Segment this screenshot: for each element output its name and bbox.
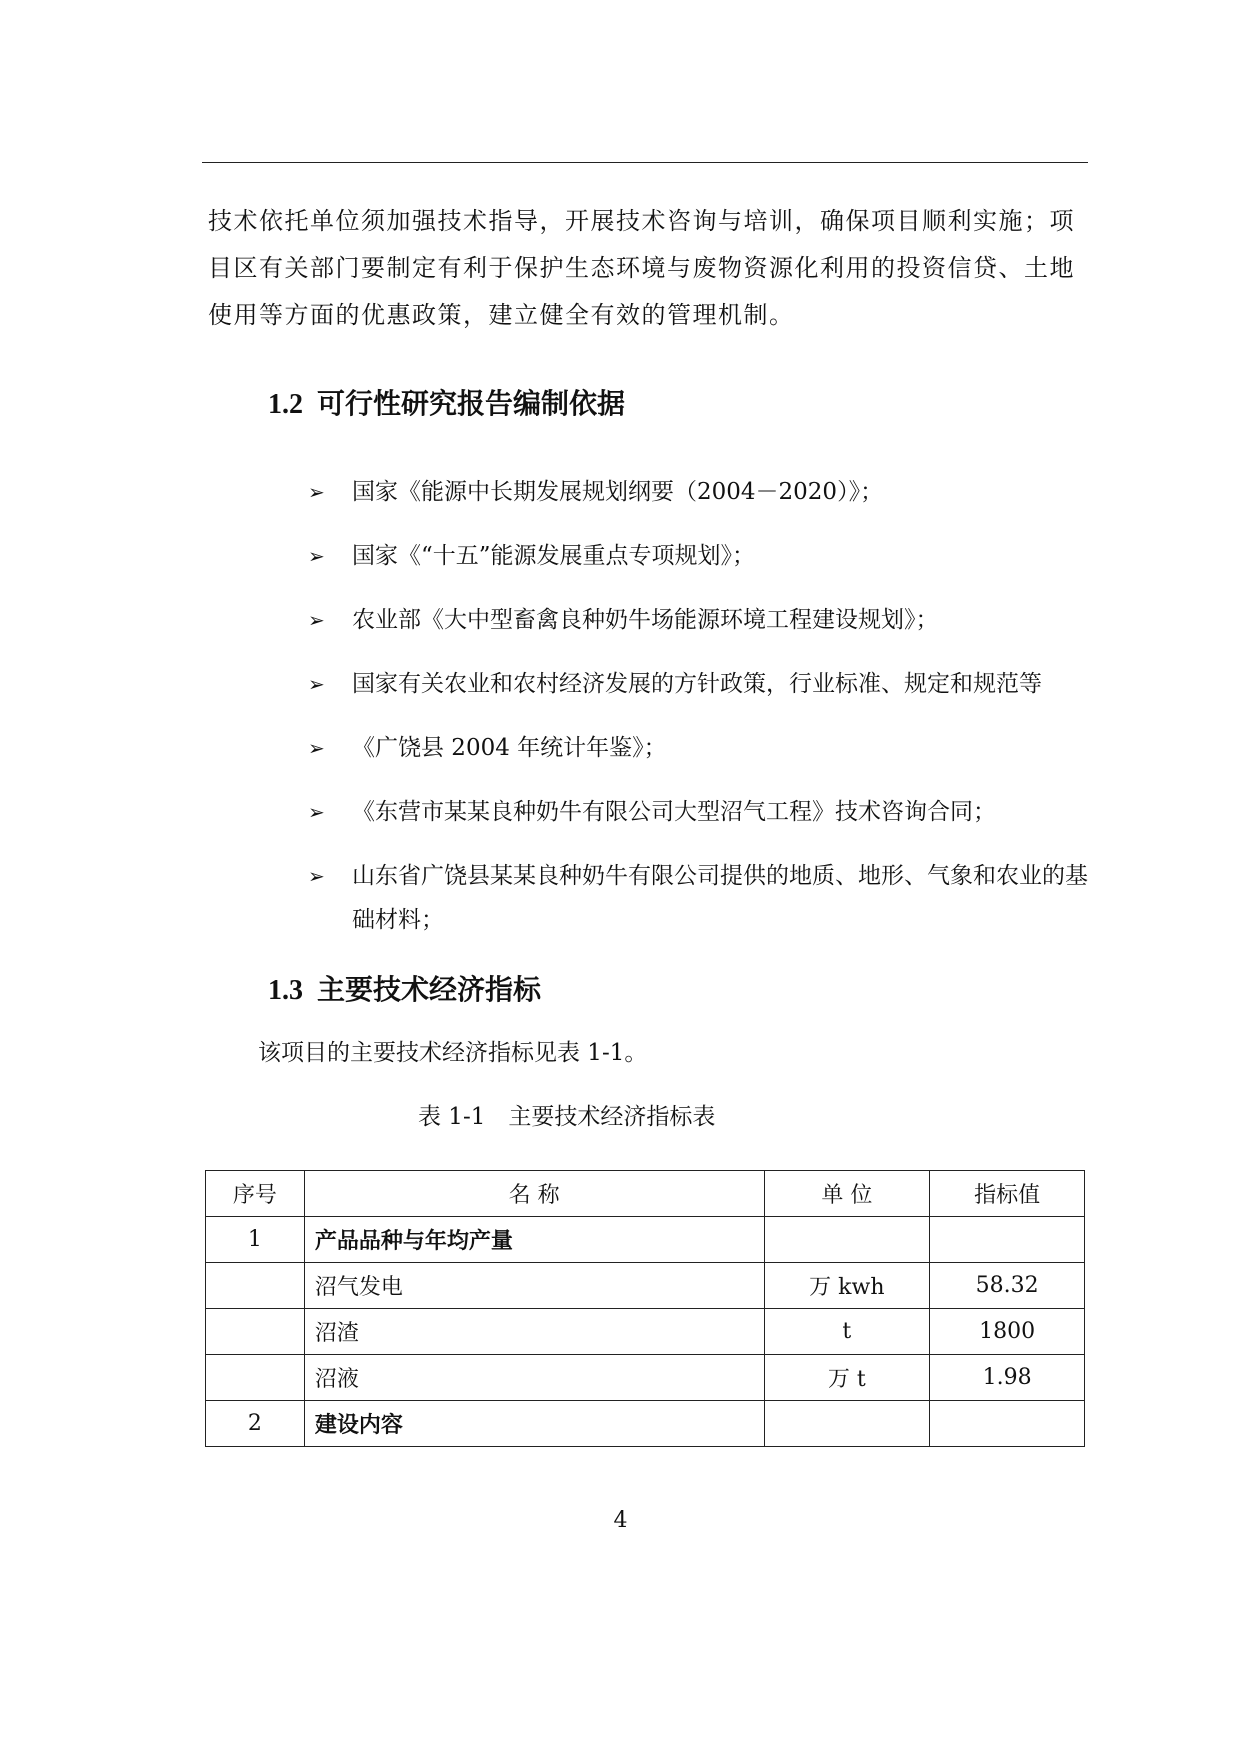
- list-item-text: 山东省广饶县某某良种奶牛有限公司提供的地质、地形、气象和农业的基础材料；: [352, 863, 1088, 933]
- table-row: [206, 1309, 1085, 1355]
- list-item-text: 国家有关农业和农村经济发展的方针政策，行业标准、规定和规范等: [352, 671, 1042, 697]
- list-item: [308, 726, 1088, 770]
- body-paragraph: 技术依托单位须加强技术指导，开展技术咨询与培训，确保项目顺利实施；项目区有关部门要制定有利于保护生态环境与废物资源化利用的投资信贷、土地使用等方面的优惠政策，建立健全有效的管理机制。: [208, 207, 1075, 329]
- cell-name: 建设内容: [304, 1401, 764, 1447]
- table-row: [206, 1263, 1085, 1309]
- cell-no: [206, 1263, 305, 1309]
- list-item: [308, 854, 1088, 942]
- cell-value: 1.98: [930, 1355, 1085, 1401]
- table-caption-text: 表 1-1 主要技术经济指标表: [418, 1104, 716, 1130]
- cell-unit: [764, 1401, 930, 1447]
- section-heading-1-2: [268, 382, 625, 422]
- cell-value: 58.32: [930, 1263, 1085, 1309]
- section-title: 主要技术经济指标: [317, 973, 542, 1006]
- cell-value: [930, 1217, 1085, 1263]
- list-item-text: 国家《“十五”能源发展重点专项规划》；: [352, 543, 756, 569]
- list-item-text: 《东营市某某良种奶牛有限公司大型沼气工程》技术咨询合同；: [352, 799, 996, 825]
- section-heading-1-3: [268, 968, 541, 1008]
- list-item-text: 国家《能源中长期发展规划纲要（2004－2020）》；: [352, 479, 884, 505]
- list-item: [308, 598, 1088, 642]
- arrow-bullet-icon: ➢: [308, 864, 325, 888]
- list-item: [308, 790, 1088, 834]
- cell-no: [206, 1355, 305, 1401]
- cell-name: 沼气发电: [304, 1263, 764, 1309]
- list-item: [308, 470, 1088, 514]
- list-item: [308, 534, 1088, 578]
- list-item-text: 农业部《大中型畜禽良种奶牛场能源环境工程建设规划》；: [352, 607, 939, 633]
- header-rule: [202, 162, 1088, 163]
- cell-unit: 万 kwh: [764, 1263, 930, 1309]
- cell-name: 沼渣: [304, 1309, 764, 1355]
- cell-value: 1800: [930, 1309, 1085, 1355]
- column-header-unit: 单 位: [764, 1171, 930, 1217]
- arrow-bullet-icon: ➢: [308, 672, 325, 696]
- cell-name: 沼液: [304, 1355, 764, 1401]
- arrow-bullet-icon: ➢: [308, 480, 325, 504]
- list-item: [308, 662, 1088, 706]
- cell-name: 产品品种与年均产量: [304, 1217, 764, 1263]
- cell-no: [206, 1309, 305, 1355]
- arrow-bullet-icon: ➢: [308, 800, 325, 824]
- cell-unit: t: [764, 1309, 930, 1355]
- table-intro: 该项目的主要技术经济指标见表 1-1。: [258, 1040, 648, 1066]
- reference-list: [308, 470, 1088, 962]
- cell-unit: 万 t: [764, 1355, 930, 1401]
- arrow-bullet-icon: ➢: [308, 608, 325, 632]
- cell-no: 2: [206, 1401, 305, 1447]
- metrics-table: [205, 1170, 1085, 1447]
- table-row: [206, 1401, 1085, 1447]
- column-header-no: 序号: [206, 1171, 305, 1217]
- table-row: [206, 1355, 1085, 1401]
- cell-no: 1: [206, 1217, 305, 1263]
- section-number: 1.3: [268, 975, 303, 1006]
- arrow-bullet-icon: ➢: [308, 736, 325, 760]
- list-item-text: 《广饶县 2004 年统计年鉴》；: [352, 735, 667, 761]
- cell-value: [930, 1401, 1085, 1447]
- column-header-value: 指标值: [930, 1171, 1085, 1217]
- page-number: 4: [613, 1508, 628, 1533]
- arrow-bullet-icon: ➢: [308, 544, 325, 568]
- column-header-name: 名 称: [304, 1171, 764, 1217]
- section-title: 可行性研究报告编制依据: [317, 387, 626, 420]
- section-number: 1.2: [268, 389, 303, 420]
- table-header-row: [206, 1171, 1085, 1217]
- cell-unit: [764, 1217, 930, 1263]
- table-row: [206, 1217, 1085, 1263]
